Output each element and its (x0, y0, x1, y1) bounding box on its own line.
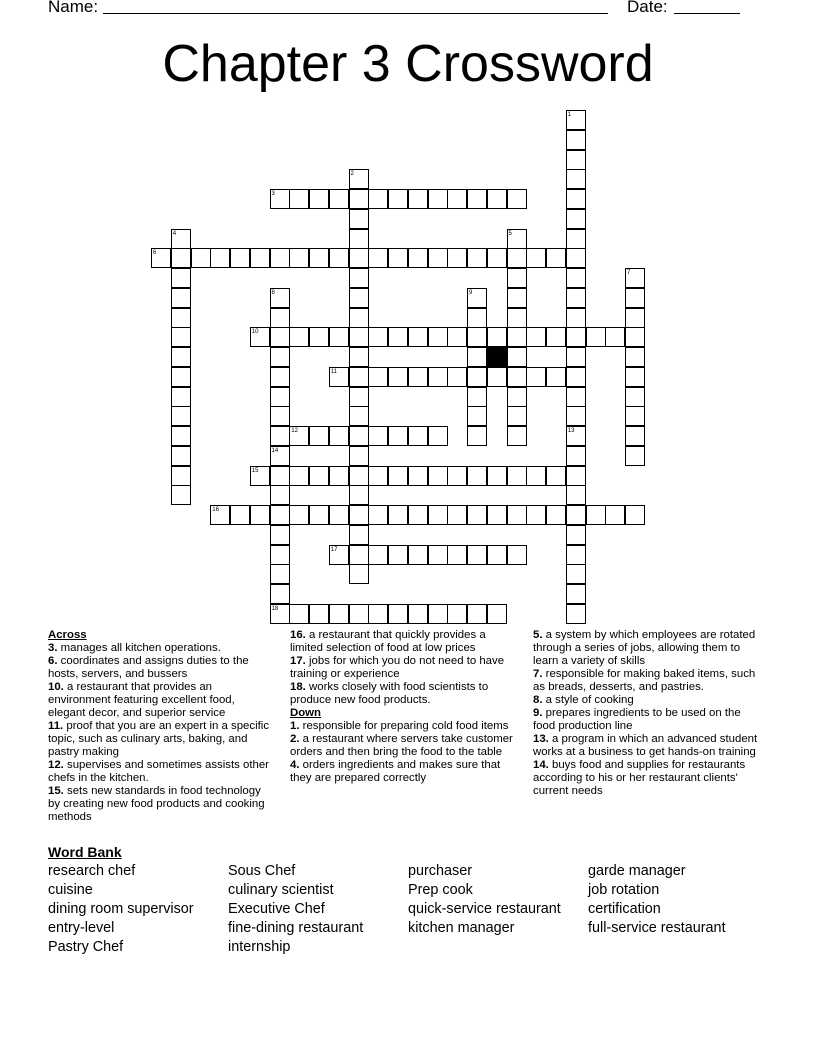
crossword-cell[interactable] (408, 466, 428, 486)
crossword-cell[interactable] (566, 209, 586, 229)
crossword-cell[interactable] (428, 189, 448, 209)
clue-across-17: 17. jobs for which you do not need to have training or experience (290, 655, 505, 680)
crossword-cell[interactable] (171, 288, 191, 308)
crossword-black-cell (487, 347, 507, 367)
crossword-cell[interactable] (388, 426, 408, 446)
crossword-cell[interactable] (467, 466, 487, 486)
word-bank-item: quick-service restaurant (408, 901, 561, 917)
crossword-cell[interactable] (309, 505, 329, 525)
crossword-cell[interactable] (309, 426, 329, 446)
word-bank-item: purchaser (408, 863, 472, 879)
clue-number: 9 (469, 289, 473, 296)
crossword-cell[interactable] (289, 189, 309, 209)
crossword-cell[interactable] (368, 367, 388, 387)
crossword-cell[interactable] (625, 347, 645, 367)
crossword-cell[interactable] (428, 505, 448, 525)
clue-across-15: 15. sets new standards in food technology by creating new food products and cooking methods (48, 785, 265, 823)
crossword-cell[interactable] (368, 248, 388, 268)
crossword-cell[interactable] (487, 505, 507, 525)
crossword-cell[interactable] (428, 466, 448, 486)
crossword-cell[interactable] (309, 248, 329, 268)
clue-number: 2 (350, 171, 354, 178)
crossword-cell[interactable] (428, 248, 448, 268)
crossword-cell[interactable] (467, 604, 487, 624)
crossword-cell[interactable] (270, 288, 290, 308)
crossword-cell[interactable] (487, 367, 507, 387)
crossword-cell[interactable] (171, 466, 191, 486)
crossword-cell[interactable] (349, 367, 369, 387)
crossword-cell[interactable] (270, 604, 290, 624)
clue-number: 15 (251, 467, 259, 474)
clue-number: 1 (567, 112, 572, 118)
crossword-cell[interactable] (329, 327, 349, 347)
crossword-cell[interactable] (171, 308, 191, 328)
crossword-cell[interactable] (428, 367, 448, 387)
crossword-cell[interactable] (586, 327, 606, 347)
crossword-cell[interactable] (408, 327, 428, 347)
crossword-cell[interactable] (566, 426, 586, 446)
crossword-cell[interactable] (349, 525, 369, 545)
clues-column-3 (533, 629, 765, 798)
crossword-cell[interactable] (625, 327, 645, 347)
crossword-cell[interactable] (329, 426, 349, 446)
crossword-cell[interactable] (566, 525, 586, 545)
crossword-cell[interactable] (349, 347, 369, 367)
crossword-cell[interactable] (566, 248, 586, 268)
crossword-cell[interactable] (349, 308, 369, 328)
crossword-cell[interactable] (408, 545, 428, 565)
crossword-cell[interactable] (566, 485, 586, 505)
crossword-cell[interactable] (566, 584, 586, 604)
crossword-cell[interactable] (546, 327, 566, 347)
word-bank-item: cuisine (48, 882, 93, 898)
crossword-cell[interactable] (467, 426, 487, 446)
clue-number: 6 (153, 250, 157, 257)
word-bank-item: culinary scientist (228, 882, 334, 898)
crossword-cell[interactable] (507, 268, 527, 288)
word-bank-item: Pastry Chef (48, 939, 124, 955)
crossword-cell[interactable] (210, 248, 230, 268)
crossword-cell[interactable] (368, 189, 388, 209)
crossword-cell[interactable] (507, 545, 527, 565)
crossword-cell[interactable] (408, 505, 428, 525)
crossword-cell[interactable] (368, 327, 388, 347)
crossword-cell[interactable] (467, 406, 487, 426)
crossword-cell[interactable] (566, 466, 586, 486)
crossword-cell[interactable] (250, 466, 270, 486)
word-bank-item: fine-dining restaurant (228, 920, 364, 936)
crossword-cell[interactable] (447, 248, 467, 268)
crossword-cell[interactable] (171, 229, 191, 249)
crossword-cell[interactable] (546, 367, 566, 387)
crossword-cell[interactable] (507, 406, 527, 426)
crossword-cell[interactable] (566, 308, 586, 328)
crossword-cell[interactable] (289, 466, 309, 486)
crossword-cell[interactable] (507, 505, 527, 525)
crossword-cell[interactable] (388, 466, 408, 486)
crossword-cell[interactable] (388, 189, 408, 209)
clue-across-10: 10. a restaurant that provides an environment featuring excellent food, elegant decor, and superior service (48, 681, 235, 719)
clue-down-5: 5. a system by which employees are rotated through a series of jobs, allowing them to learn a variety of skills (533, 629, 756, 667)
crossword-cell[interactable] (625, 387, 645, 407)
crossword-cell[interactable] (171, 268, 191, 288)
crossword-cell[interactable] (349, 248, 369, 268)
crossword-cell[interactable] (349, 209, 369, 229)
crossword-cell[interactable] (566, 268, 586, 288)
word-bank-item: internship (228, 939, 291, 955)
crossword-cell[interactable] (289, 604, 309, 624)
crossword-cell[interactable] (507, 288, 527, 308)
crossword-cell[interactable] (309, 466, 329, 486)
clue-down-2: 2. a restaurant where servers take customer orders and then bring the food to the table (290, 733, 513, 758)
crossword-cell[interactable] (270, 564, 290, 584)
crossword-cell[interactable] (447, 327, 467, 347)
word-bank-item: job rotation (588, 882, 660, 898)
crossword-cell[interactable] (349, 169, 369, 189)
crossword-cell[interactable] (289, 426, 309, 446)
crossword-cell[interactable] (566, 110, 586, 130)
crossword-cell[interactable] (467, 248, 487, 268)
crossword-cell[interactable] (566, 169, 586, 189)
clue-down-14: 14. buys food and supplies for restaurants according to his or her restaurant clients' current needs (533, 759, 746, 797)
word-bank-item: certification (588, 901, 661, 917)
clue-down-1: 1. responsible for preparing cold food items (290, 720, 509, 732)
crossword-cell[interactable] (526, 466, 546, 486)
crossword-cell[interactable] (349, 564, 369, 584)
crossword-cell[interactable] (467, 288, 487, 308)
word-bank-column-4 (588, 862, 726, 938)
crossword-cell[interactable] (171, 426, 191, 446)
down-header: Down (290, 707, 322, 719)
crossword-cell[interactable] (526, 248, 546, 268)
clue-across-16: 16. a restaurant that quickly provides a limited selection of food at low prices (290, 629, 486, 654)
crossword-cell[interactable] (428, 327, 448, 347)
crossword-cell[interactable] (507, 367, 527, 387)
crossword-cell[interactable] (250, 505, 270, 525)
crossword-cell[interactable] (368, 466, 388, 486)
clue-across-12: 12. supervises and sometimes assists other chefs in the kitchen. (48, 759, 269, 784)
crossword-cell[interactable] (625, 446, 645, 466)
crossword-cell[interactable] (270, 406, 290, 426)
crossword-cell[interactable] (270, 426, 290, 446)
crossword-cell[interactable] (526, 505, 546, 525)
clue-across-18: 18. works closely with food scientists to produce new food products. (290, 681, 489, 706)
word-bank-item: entry-level (48, 920, 115, 936)
crossword-cell[interactable] (566, 545, 586, 565)
crossword-cell[interactable] (368, 426, 388, 446)
crossword-cell[interactable] (507, 426, 527, 446)
crossword-cell[interactable] (349, 387, 369, 407)
clue-number: 11 (330, 368, 337, 375)
crossword-cell[interactable] (546, 248, 566, 268)
crossword-cell[interactable] (447, 545, 467, 565)
crossword-cell[interactable] (625, 288, 645, 308)
across-header: Across (48, 629, 87, 641)
crossword-cell[interactable] (447, 466, 467, 486)
clue-down-7: 7. responsible for making baked items, such as breads, desserts, and pastries. (533, 668, 756, 693)
crossword-cell[interactable] (270, 525, 290, 545)
crossword-cell[interactable] (289, 248, 309, 268)
crossword-cell[interactable] (329, 466, 349, 486)
crossword-cell[interactable] (566, 347, 586, 367)
crossword-cell[interactable] (349, 189, 369, 209)
crossword-cell[interactable] (349, 327, 369, 347)
crossword-cell[interactable] (408, 189, 428, 209)
crossword-cell[interactable] (270, 308, 290, 328)
crossword-cell[interactable] (566, 130, 586, 150)
crossword-cell[interactable] (349, 288, 369, 308)
crossword-cell[interactable] (467, 327, 487, 347)
crossword-cell[interactable] (605, 505, 625, 525)
clue-number: 7 (627, 270, 631, 276)
clue-number: 13 (567, 428, 575, 434)
crossword-cell[interactable] (487, 545, 507, 565)
word-bank-item: garde manager (588, 863, 686, 879)
crossword-cell[interactable] (546, 466, 566, 486)
crossword-cell[interactable] (625, 367, 645, 387)
crossword-cell[interactable] (566, 229, 586, 249)
clues-column-1 (48, 629, 274, 824)
crossword-cell[interactable] (349, 426, 369, 446)
date-label: Date: (627, 0, 668, 16)
crossword-cell[interactable] (605, 327, 625, 347)
word-bank-item: Sous Chef (228, 863, 296, 879)
word-bank-column-1 (48, 862, 194, 957)
crossword-cell[interactable] (388, 367, 408, 387)
crossword-cell[interactable] (270, 367, 290, 387)
crossword-cell[interactable] (467, 505, 487, 525)
crossword-cell[interactable] (566, 564, 586, 584)
name-label: Name: (48, 0, 99, 16)
crossword-cell[interactable] (625, 268, 645, 288)
crossword-cell[interactable] (625, 426, 645, 446)
crossword-cell[interactable] (289, 327, 309, 347)
crossword-cell[interactable] (447, 367, 467, 387)
crossword-cell[interactable] (566, 367, 586, 387)
clue-down-9: 9. prepares ingredients to be used on the food production line (533, 707, 741, 732)
crossword-cell[interactable] (171, 347, 191, 367)
crossword-cell[interactable] (487, 604, 507, 624)
crossword-cell[interactable] (329, 505, 349, 525)
crossword-cell[interactable] (428, 545, 448, 565)
crossword-cell[interactable] (309, 604, 329, 624)
clue-number: 18 (271, 605, 279, 612)
clue-across-6: 6. coordinates and assigns duties to the hosts, servers, and bussers (48, 655, 249, 680)
word-bank-item: research chef (48, 863, 136, 879)
crossword-cell[interactable] (428, 604, 448, 624)
crossword-cell[interactable] (507, 347, 527, 367)
crossword-cell[interactable] (171, 248, 191, 268)
crossword-cell[interactable] (507, 189, 527, 209)
crossword-cell[interactable] (329, 545, 349, 565)
crossword-cell[interactable] (171, 446, 191, 466)
crossword-cell[interactable] (408, 367, 428, 387)
crossword-cell[interactable] (171, 485, 191, 505)
crossword-cell[interactable] (566, 150, 586, 170)
crossword-cell[interactable] (447, 604, 467, 624)
clue-down-4: 4. orders ingredients and makes sure that they are prepared correctly (290, 759, 501, 784)
crossword-cell[interactable] (408, 604, 428, 624)
crossword-cell[interactable] (625, 308, 645, 328)
crossword-cell[interactable] (171, 327, 191, 347)
crossword-cell[interactable] (329, 604, 349, 624)
crossword-cell[interactable] (625, 406, 645, 426)
crossword-cell[interactable] (270, 584, 290, 604)
clue-number: 4 (172, 230, 177, 237)
crossword-cell[interactable] (349, 505, 369, 525)
clue-number: 8 (271, 289, 275, 296)
crossword-cell[interactable] (507, 466, 527, 486)
word-bank-item: full-service restaurant (588, 920, 726, 936)
word-bank-item: kitchen manager (408, 920, 515, 936)
crossword-cell[interactable] (349, 229, 369, 249)
clue-number: 16 (212, 507, 219, 513)
crossword-cell[interactable] (349, 604, 369, 624)
crossword-cell[interactable] (428, 426, 448, 446)
crossword-cell[interactable] (270, 189, 290, 209)
crossword-cell[interactable] (507, 387, 527, 407)
crossword-cell[interactable] (388, 505, 408, 525)
crossword-cell[interactable] (329, 367, 349, 387)
crossword-cell[interactable] (566, 406, 586, 426)
crossword-cell[interactable] (467, 387, 487, 407)
crossword-cell[interactable] (329, 189, 349, 209)
crossword-cell[interactable] (408, 248, 428, 268)
crossword-cell[interactable] (507, 229, 527, 249)
clue-across-3: 3. manages all kitchen operations. (48, 642, 221, 654)
crossword-cell[interactable] (408, 426, 428, 446)
crossword-cell[interactable] (270, 446, 290, 466)
crossword-cell[interactable] (191, 248, 211, 268)
word-bank-item: dining room supervisor (48, 901, 194, 917)
clue-number: 10 (251, 329, 259, 336)
crossword-cell[interactable] (526, 327, 546, 347)
crossword-cell[interactable] (507, 327, 527, 347)
word-bank-item: Prep cook (408, 882, 473, 898)
crossword-cell[interactable] (349, 466, 369, 486)
crossword-cell[interactable] (487, 189, 507, 209)
crossword-cell[interactable] (270, 466, 290, 486)
crossword-cell[interactable] (151, 248, 171, 268)
crossword-cell[interactable] (349, 485, 369, 505)
crossword-cell[interactable] (487, 466, 507, 486)
clue-number: 12 (291, 428, 298, 434)
crossword-cell[interactable] (250, 327, 270, 347)
crossword-cell[interactable] (467, 367, 487, 387)
crossword-cell[interactable] (289, 505, 309, 525)
crossword-cell[interactable] (467, 545, 487, 565)
crossword-cell[interactable] (309, 327, 329, 347)
crossword-cell[interactable] (566, 327, 586, 347)
crossword-cell[interactable] (467, 189, 487, 209)
crossword-cell[interactable] (349, 268, 369, 288)
crossword-cell[interactable] (349, 545, 369, 565)
crossword-cell[interactable] (566, 604, 586, 624)
crossword-cell[interactable] (171, 406, 191, 426)
crossword-cell[interactable] (230, 248, 250, 268)
crossword-cell[interactable] (566, 189, 586, 209)
clue-down-8: 8. a style of cooking (533, 694, 634, 706)
clue-number: 14 (271, 447, 279, 454)
crossword-cell[interactable] (447, 189, 467, 209)
word-bank-column-3 (408, 862, 561, 938)
crossword-cell[interactable] (546, 505, 566, 525)
clue-number: 17 (330, 546, 338, 553)
crossword-cell[interactable] (270, 545, 290, 565)
crossword-cell[interactable] (487, 248, 507, 268)
crossword-cell[interactable] (625, 505, 645, 525)
crossword-cell[interactable] (388, 604, 408, 624)
crossword-cell[interactable] (566, 446, 586, 466)
crossword-cell[interactable] (309, 189, 329, 209)
crossword-cell[interactable] (388, 545, 408, 565)
crossword-cell[interactable] (447, 505, 467, 525)
crossword-cell[interactable] (270, 387, 290, 407)
crossword-cell[interactable] (507, 308, 527, 328)
crossword-cell[interactable] (368, 505, 388, 525)
clue-across-11: 11. proof that you are an expert in a specific topic, such as culinary arts, baking, and pastry making (48, 720, 270, 758)
crossword-cell[interactable] (566, 505, 586, 525)
crossword-cell[interactable] (349, 406, 369, 426)
crossword-cell[interactable] (329, 248, 349, 268)
crossword-cell[interactable] (250, 248, 270, 268)
crossword-cell[interactable] (210, 505, 230, 525)
crossword-cell[interactable] (368, 604, 388, 624)
page-title: Chapter 3 Crossword (162, 35, 654, 93)
crossword-cell[interactable] (487, 327, 507, 347)
crossword-cell[interactable] (388, 327, 408, 347)
clue-number: 5 (508, 230, 512, 237)
crossword-cell[interactable] (586, 505, 606, 525)
crossword-cell[interactable] (270, 327, 290, 347)
crossword-cell[interactable] (566, 387, 586, 407)
crossword-cell[interactable] (270, 347, 290, 367)
crossword-cell[interactable] (270, 505, 290, 525)
crossword-cell[interactable] (230, 505, 250, 525)
crossword-cell[interactable] (507, 248, 527, 268)
crossword-cell[interactable] (368, 545, 388, 565)
clue-number: 3 (271, 191, 275, 197)
crossword-cell[interactable] (270, 248, 290, 268)
crossword-cell[interactable] (349, 446, 369, 466)
word-bank-title: Word Bank (48, 844, 122, 860)
crossword-cell[interactable] (270, 485, 290, 505)
crossword-cell[interactable] (171, 387, 191, 407)
clues-column-2 (290, 629, 520, 785)
crossword-cell[interactable] (467, 347, 487, 367)
word-bank-column-2 (228, 862, 363, 957)
clue-down-13: 13. a program in which an advanced student works at a business to get hands-on training (533, 733, 758, 758)
crossword-cell[interactable] (388, 248, 408, 268)
word-bank-item: Executive Chef (228, 901, 325, 917)
crossword-cell[interactable] (467, 308, 487, 328)
crossword-cell[interactable] (526, 367, 546, 387)
crossword-cell[interactable] (566, 288, 586, 308)
crossword-cell[interactable] (171, 367, 191, 387)
